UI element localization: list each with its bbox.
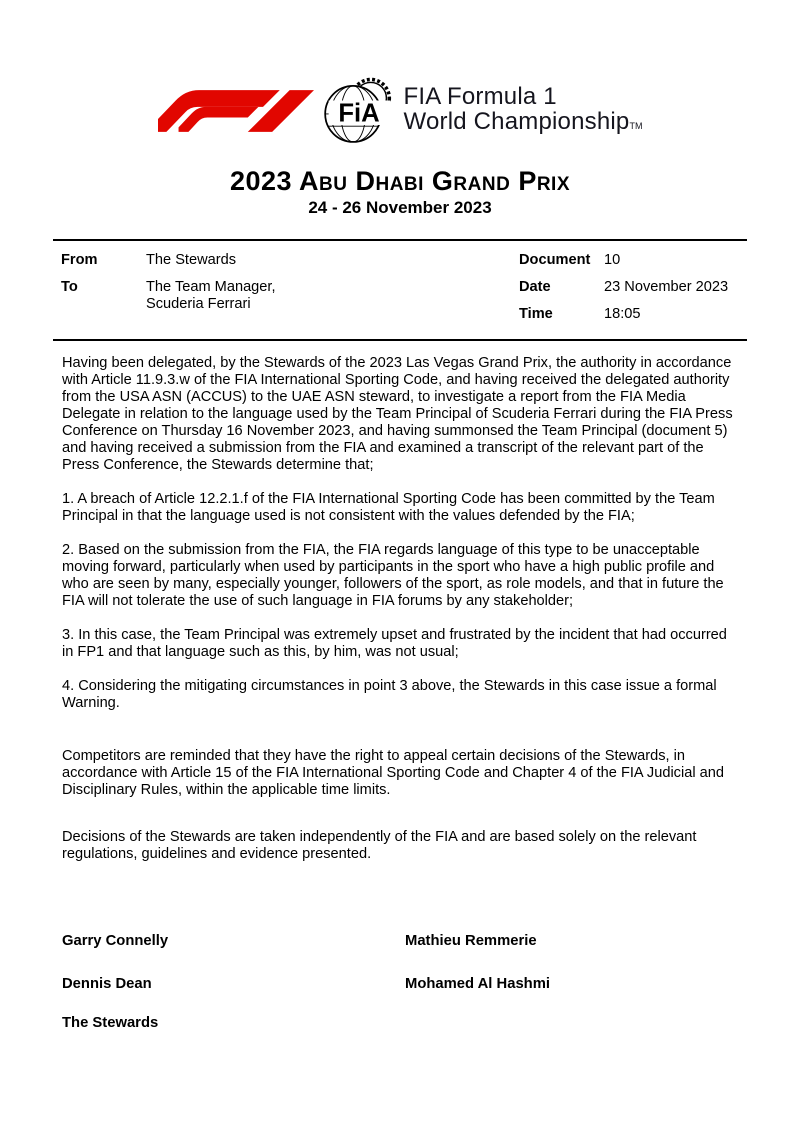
meta-table [53, 239, 747, 341]
fia-wordmark [404, 84, 643, 139]
date-label: Date [519, 279, 551, 295]
fia-wordmark-line1: FIA Formula 1 [403, 82, 557, 110]
intro-paragraph: Having been delegated, by the Stewards of the 2023 Las Vegas Grand Prix, the authority in accordance with Article 11.9.3.w of the FIA International Sporting Code, and having received the delegated authority from the USA ASN (ACCUS) to the UAE ASN steward, to investigate a report from the FIA Media Delegate in relation to the language used by the Team Principal of Scuderia Ferrari during the FIA Press Conference on Thursday 16 November 2023, and having summonsed the Team Principal (document 5) and having received a submission from the FIA and examined a transcript of the relevant part of the Press Conference, the Stewards determine that; [62, 355, 733, 473]
signature-row-1 [62, 933, 738, 949]
event-title: 2023 Abu Dhabi Grand Prix [229, 166, 571, 196]
date-value: 23 November 2023 [604, 279, 729, 295]
fia-monogram-text: FiA [337, 99, 380, 128]
meta-right-column [519, 252, 739, 333]
decision-body [62, 355, 738, 863]
time-value: 18:05 [604, 306, 641, 322]
from-label: From [61, 252, 98, 268]
decision-point-2: 2. Based on the submission from the FIA, the FIA regards language of this type to be unacceptable moving forward, particularly when used by participants in the sport who have a high public profile and who are seen by many, especially younger, followers of the sport, as role models, and that in future the FIA will not tolerate the use of such language in FIA forums by any stakeholder; [62, 542, 724, 609]
signatures-block [62, 933, 738, 1031]
decision-point-1: 1. A breach of Article 12.2.1.f of the FIA International Sporting Code has been committed by the Team Principal in that the language used is not consistent with the values defended by the FIA; [62, 491, 715, 524]
to-value-line2: Scuderia Ferrari [146, 296, 251, 312]
to-label: To [61, 279, 78, 295]
signature-row-2 [62, 976, 738, 992]
meta-left-column [61, 252, 519, 333]
signature-mohamed-al-hashmi: Mohamed Al Hashmi [405, 976, 550, 992]
decision-point-3: 3. In this case, the Team Principal was extremely upset and frustrated by the incident that had occurred in FP1 and that language such as this, by him, was not usual; [62, 627, 727, 660]
signature-mathieu-remmerie: Mathieu Remmerie [405, 933, 537, 949]
logo-row [0, 0, 800, 146]
meta-row-time [519, 306, 739, 323]
meta-row-to [61, 279, 519, 313]
decision-point-4: 4. Considering the mitigating circumstances in point 3 above, the Stewards in this case issue a formal Warning. [62, 678, 717, 711]
appeal-paragraph: Competitors are reminded that they have the right to appeal certain decisions of the Stewards, in accordance with Article 15 of the FIA International Sporting Code and Chapter 4 of the FIA Judicial and Disciplinary Rules, within the applicable time limits. [62, 748, 724, 798]
time-label: Time [519, 306, 553, 322]
to-value-line1: The Team Manager, [146, 279, 276, 295]
signature-footer: The Stewards [62, 1015, 159, 1031]
to-value [146, 279, 276, 313]
fia-globe-icon [324, 76, 394, 146]
trademark-symbol: TM [629, 120, 643, 131]
event-dates: 24 - 26 November 2023 [308, 198, 492, 217]
document-value: 10 [604, 252, 621, 268]
fia-wordmark-line2: World ChampionshipTM [403, 107, 643, 135]
signature-dennis-dean: Dennis Dean [62, 976, 152, 992]
meta-row-from [61, 252, 519, 269]
meta-row-date [519, 279, 739, 296]
independence-paragraph: Decisions of the Stewards are taken independently of the FIA and are based solely on the relevant regulations, guidelines and evidence presented. [62, 829, 697, 862]
from-value: The Stewards [146, 252, 237, 268]
meta-row-document [519, 252, 739, 269]
f1-logo-icon [158, 90, 314, 132]
document-label: Document [519, 252, 591, 268]
signature-garry-connelly: Garry Connelly [62, 933, 169, 949]
